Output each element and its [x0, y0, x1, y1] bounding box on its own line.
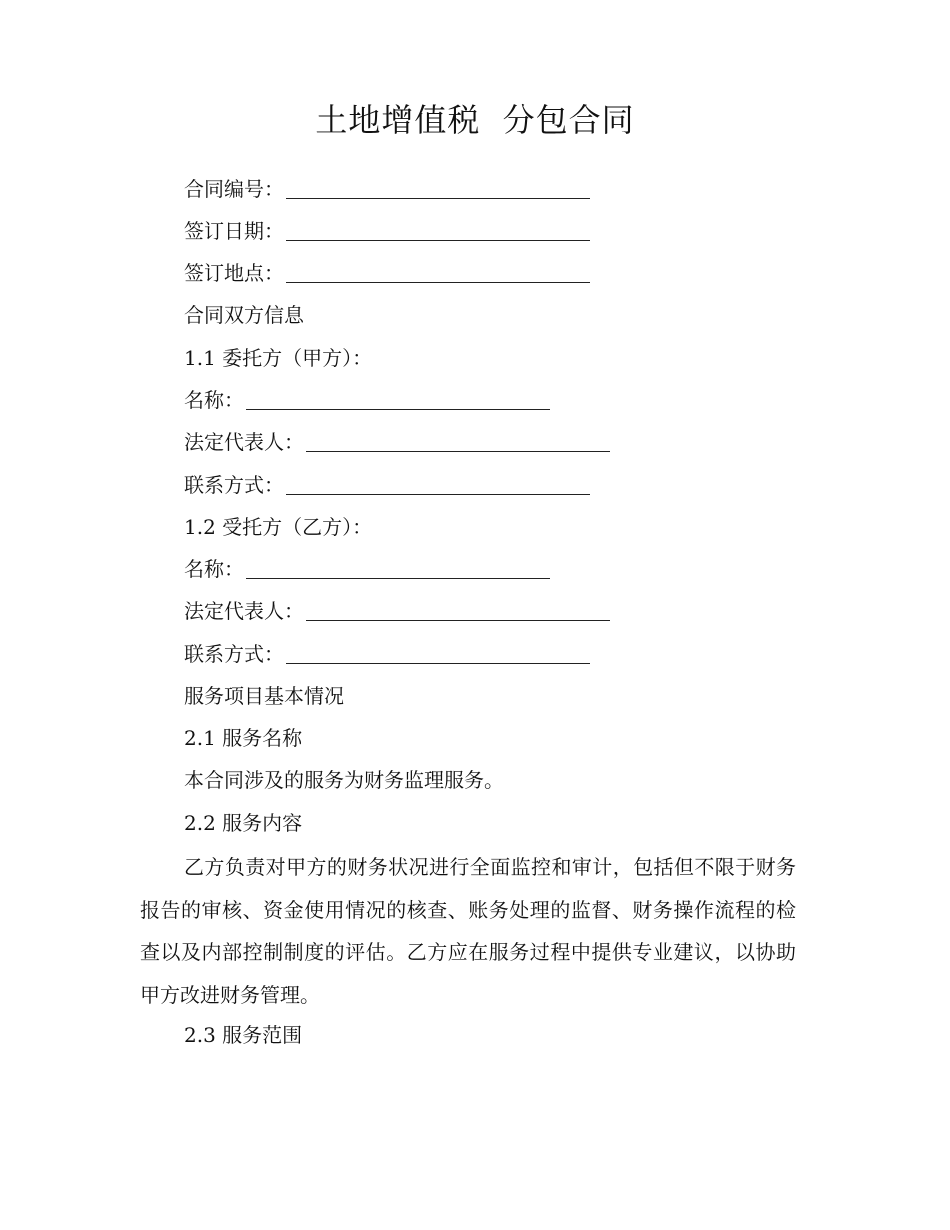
party-a-rep-label: 法定代表人：: [184, 430, 304, 454]
party-b-rep-line: [184, 597, 610, 625]
party-b-contact-line: [184, 640, 590, 668]
service-name-text: 本合同涉及的服务为财务监理服务。: [184, 768, 504, 792]
sign-date-blank[interactable]: [286, 222, 590, 241]
party-a-name-label: 名称：: [184, 388, 244, 412]
sign-date-line: [184, 217, 590, 245]
service-scope-heading: 2.3 服务范围: [184, 1023, 303, 1047]
party-b-name-line: [184, 555, 550, 583]
party-a-heading: 1.1 委托方（甲方）：: [184, 346, 373, 370]
party-a-rep-blank[interactable]: [306, 433, 610, 452]
party-a-contact-blank[interactable]: [286, 476, 590, 495]
service-content-heading: 2.2 服务内容: [184, 811, 303, 835]
party-a-contact-label: 联系方式：: [184, 473, 284, 497]
party-a-name-line: [184, 386, 550, 414]
party-b-contact-label: 联系方式：: [184, 642, 284, 666]
sign-place-label: 签订地点：: [184, 261, 284, 285]
sign-place-line: [184, 259, 590, 287]
parties-heading: 合同双方信息: [184, 303, 304, 327]
document-title: 土地增值税 分包合同: [315, 101, 635, 139]
party-a-name-blank[interactable]: [246, 391, 550, 410]
party-b-heading: 1.2 受托方（乙方）：: [184, 515, 373, 539]
party-b-name-label: 名称：: [184, 557, 244, 581]
party-b-rep-blank[interactable]: [306, 602, 610, 621]
sign-place-blank[interactable]: [286, 264, 590, 283]
party-b-contact-blank[interactable]: [286, 645, 590, 664]
service-heading: 服务项目基本情况: [184, 684, 344, 708]
party-b-rep-label: 法定代表人：: [184, 599, 304, 623]
party-a-rep-line: [184, 428, 610, 456]
contract-number-blank[interactable]: [286, 180, 590, 199]
sign-date-label: 签订日期：: [184, 219, 284, 243]
party-b-name-blank[interactable]: [246, 560, 550, 579]
contract-number-label: 合同编号：: [184, 177, 284, 201]
service-name-heading: 2.1 服务名称: [184, 726, 303, 750]
party-a-contact-line: [184, 471, 590, 499]
contract-number-line: [184, 175, 590, 203]
service-content-paragraph: 乙方负责对甲方的财务状况进行全面监控和审计，包括但不限于财务报告的审核、资金使用情况的核查、账务处理的监督、财务操作流程的检查以及内部控制制度的评估。乙方应在服务过程中提供专业建议，以协助甲方改进财务管理。: [140, 855, 796, 1007]
